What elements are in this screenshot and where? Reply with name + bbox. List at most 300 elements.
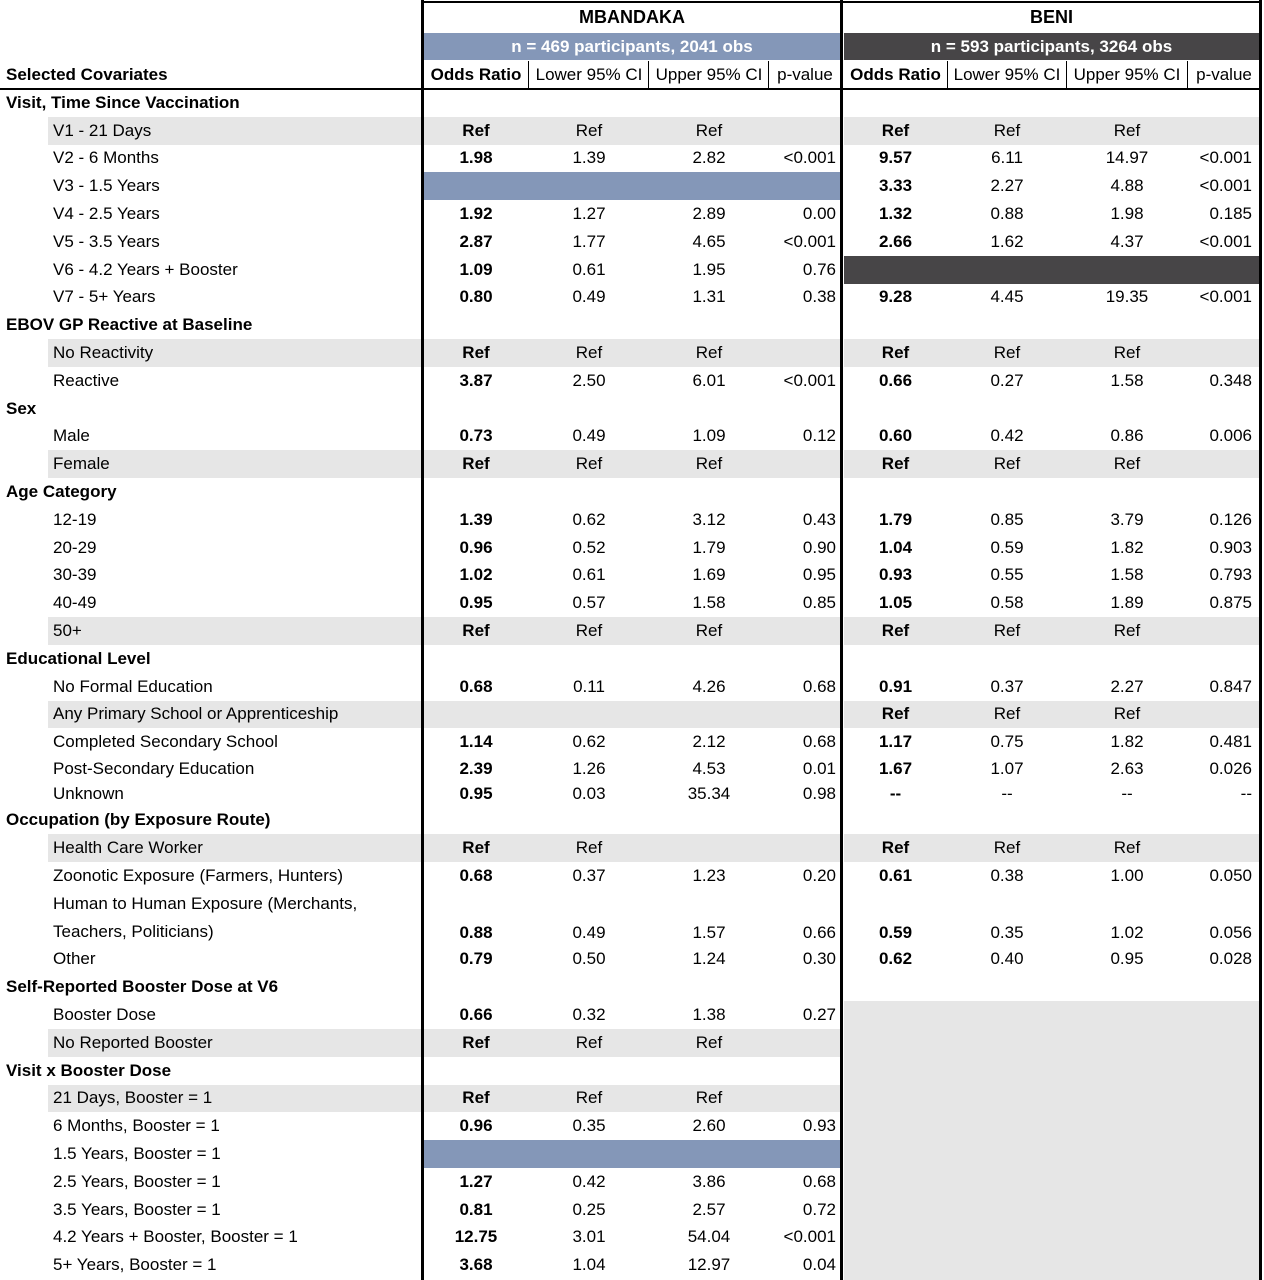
- mbandaka-upper-ci: 2.57: [692, 1199, 726, 1219]
- beni-p-value: <0.001: [1199, 176, 1252, 196]
- covariate-label: 21 Days, Booster = 1: [53, 1088, 213, 1108]
- mbandaka-lower-ci: Ref: [575, 120, 603, 140]
- covariate-label: Zoonotic Exposure (Farmers, Hunters): [53, 865, 344, 885]
- beni-upper-ci: 14.97: [1105, 148, 1149, 168]
- beni-upper-ci: Ref: [1113, 704, 1141, 724]
- beni-p-value: [1188, 339, 1252, 367]
- mbandaka-pvalue-header: p-value: [777, 64, 833, 84]
- beni-p-value: 0.847: [1209, 676, 1252, 696]
- table-row: [0, 200, 1264, 228]
- beni-p-value: 0.903: [1209, 537, 1252, 557]
- mbandaka-lower-ci: Ref: [575, 1088, 603, 1108]
- mbandaka-lower-ci: 0.42: [572, 1171, 606, 1191]
- mbandaka-lower-ci: Ref: [575, 454, 603, 474]
- mbandaka-upper-ci: Ref: [695, 343, 723, 363]
- beni-upper-ci: 1.58: [1110, 565, 1144, 585]
- table-row: [0, 1168, 1264, 1196]
- header-divider: [768, 61, 769, 88]
- mbandaka-p-value: 0.68: [802, 1171, 836, 1191]
- mbandaka-odds-ratio: 1.98: [459, 148, 493, 168]
- mbandaka-lower-ci: 0.37: [572, 865, 606, 885]
- beni-upper-ci: 1.98: [1110, 204, 1144, 224]
- mbandaka-odds-ratio: 0.68: [459, 676, 493, 696]
- covariate-label: V6 - 4.2 Years + Booster: [53, 259, 238, 279]
- mbandaka-odds-ratio: 12.75: [454, 1227, 498, 1247]
- beni-odds-ratio: 1.32: [878, 204, 913, 224]
- mbandaka-odds-ratio: 0.73: [459, 426, 493, 446]
- covariate-label: 30-39: [53, 565, 97, 585]
- mbandaka-upper-ci: 1.95: [692, 259, 726, 279]
- mbandaka-p-value: 0.04: [802, 1255, 836, 1275]
- beni-no-data-bar: [844, 256, 1259, 284]
- beni-odds-ratio: 1.04: [878, 537, 913, 557]
- beni-upper-ci: 0.86: [1110, 426, 1144, 446]
- beni-p-value: 0.793: [1209, 565, 1252, 585]
- mbandaka-lower-ci: Ref: [575, 621, 603, 641]
- mbandaka-odds-ratio: Ref: [462, 621, 490, 641]
- mbandaka-lower-ci: 0.03: [572, 783, 606, 803]
- site-title-mbandaka: MBANDAKA: [579, 6, 685, 27]
- group-label: Visit x Booster Dose: [6, 1060, 172, 1080]
- mbandaka-upper-ci: Ref: [695, 1032, 723, 1052]
- table-row: [0, 534, 1264, 562]
- beni-lower-ci: 0.42: [990, 426, 1024, 446]
- mbandaka-odds-ratio: 0.88: [459, 922, 493, 942]
- group-header-row: [0, 478, 1264, 506]
- beni-p-value: 0.050: [1209, 865, 1252, 885]
- mbandaka-upper-ci: 1.38: [692, 1005, 726, 1025]
- mbandaka-odds-ratio: Ref: [462, 1088, 490, 1108]
- covariate-label: Unknown: [53, 783, 124, 803]
- table-row: [0, 1001, 1264, 1029]
- mbandaka-p-value: 0.27: [802, 1005, 836, 1025]
- mbandaka-upper-ci: 1.23: [692, 865, 726, 885]
- covariate-label: 12-19: [53, 509, 97, 529]
- sample-size-beni: n = 593 participants, 3264 obs: [844, 33, 1259, 60]
- mbandaka-lower-ci: 0.49: [572, 287, 606, 307]
- table-row: [0, 1251, 1264, 1279]
- covariate-label: 6 Months, Booster = 1: [53, 1116, 220, 1136]
- mbandaka-p-value: 0.98: [802, 783, 836, 803]
- beni-lower-ci: 2.27: [990, 176, 1024, 196]
- mbandaka-odds-ratio: 0.66: [459, 1005, 493, 1025]
- beni-odds-ratio: 0.91: [878, 676, 913, 696]
- table-row: [0, 617, 1264, 645]
- beni-lower-ci: Ref: [993, 343, 1021, 363]
- mbandaka-p-value: 0.30: [802, 949, 836, 969]
- beni-p-value: 0.875: [1209, 593, 1252, 613]
- mbandaka-p-value: 0.00: [802, 204, 836, 224]
- table-row: [0, 834, 1264, 862]
- beni-odds-ratio: 0.60: [878, 426, 913, 446]
- table-row: [0, 1140, 1264, 1168]
- mbandaka-odds-ratio: Ref: [462, 454, 490, 474]
- header-divider: [1066, 61, 1067, 88]
- beni-odds-ratio: 1.79: [878, 509, 913, 529]
- mbandaka-odds-ratio: 0.81: [459, 1199, 493, 1219]
- beni-p-value: [1188, 117, 1252, 145]
- mbandaka-upper-ci: 3.12: [692, 509, 726, 529]
- mbandaka-odds-ratio: 2.39: [459, 758, 493, 778]
- mbandaka-lower-ci: 0.11: [573, 676, 605, 696]
- table-row: [0, 339, 1264, 367]
- mbandaka-upper-ci: 2.60: [692, 1116, 726, 1136]
- table-row: [0, 172, 1264, 200]
- beni-odds-ratio: Ref: [881, 343, 910, 363]
- mbandaka-p-value: 0.38: [802, 287, 836, 307]
- group-label: Age Category: [6, 482, 117, 502]
- mbandaka-upper-ci: 2.82: [692, 148, 726, 168]
- top-rule: [422, 1, 1261, 3]
- left-divider: [421, 0, 424, 1280]
- sample-size-mbandaka: n = 469 participants, 2041 obs: [424, 33, 840, 60]
- mbandaka-p-value: 0.95: [802, 565, 836, 585]
- mbandaka-lower-ci: 3.01: [572, 1227, 606, 1247]
- mbandaka-odds-ratio: Ref: [462, 120, 490, 140]
- covariate-label: 4.2 Years + Booster, Booster = 1: [53, 1227, 298, 1247]
- mbandaka-upper-ci: 1.58: [692, 593, 726, 613]
- mbandaka-upper-ci: 1.79: [692, 537, 726, 557]
- mbandaka-p-value: [770, 701, 836, 729]
- mbandaka-odds-ratio: Ref: [462, 343, 490, 363]
- covariate-label-line: Human to Human Exposure (Merchants,: [53, 893, 358, 913]
- site-title-beni: BENI: [1029, 6, 1073, 27]
- group-label: Educational Level: [6, 648, 151, 668]
- group-header-row: [0, 1057, 1264, 1085]
- covariate-label: 20-29: [53, 537, 97, 557]
- mbandaka-upper-ci: 35.34: [687, 783, 731, 803]
- mbandaka-upper-ci: 1.24: [692, 949, 726, 969]
- mbandaka-odds-ratio: 1.92: [459, 204, 493, 224]
- mbandaka-odds-ratio: 2.87: [459, 231, 493, 251]
- beni-p-value: --: [1240, 783, 1252, 803]
- beni-odds-ratio: 1.05: [878, 593, 913, 613]
- beni-odds-ratio: 1.67: [878, 758, 913, 778]
- mbandaka-upper-ci: 4.53: [692, 758, 726, 778]
- covariate-label: No Reactivity: [53, 343, 154, 363]
- beni-upper-ci: 19.35: [1105, 287, 1149, 307]
- mbandaka-odds-ratio: 1.02: [459, 565, 493, 585]
- mbandaka-odds-ratio: 0.68: [459, 865, 493, 885]
- beni-upper-ci: 1.82: [1110, 537, 1144, 557]
- covariate-label: 2.5 Years, Booster = 1: [53, 1171, 221, 1191]
- mbandaka-odds-ratio: Ref: [462, 1032, 490, 1052]
- group-header-row: [0, 395, 1264, 423]
- table-row: [0, 562, 1264, 590]
- mbandaka-lower-ci: 0.61: [572, 259, 606, 279]
- beni-p-value: 0.006: [1209, 426, 1252, 446]
- beni-odds-ratio: 1.17: [878, 732, 913, 752]
- beni-upper-ci: Ref: [1113, 120, 1141, 140]
- mbandaka-lower-ci: 0.49: [572, 922, 606, 942]
- mbandaka-upper-ci: Ref: [695, 621, 723, 641]
- mbandaka-p-value: [770, 1029, 836, 1057]
- mbandaka-lower-ci: 0.62: [572, 732, 606, 752]
- beni-upper-ci: 0.95: [1110, 949, 1144, 969]
- mbandaka-upper-ci: 3.86: [692, 1171, 726, 1191]
- beni-p-value: 0.028: [1209, 949, 1252, 969]
- beni-lower-ci: --: [1001, 783, 1013, 803]
- beni-odds-ratio: Ref: [881, 454, 910, 474]
- beni-odds-ratio: 2.66: [878, 231, 913, 251]
- table-row: [0, 1196, 1264, 1224]
- mbandaka-upper-ci: 4.65: [692, 231, 726, 251]
- header-divider: [528, 61, 529, 88]
- mbandaka-p-value: 0.12: [802, 426, 836, 446]
- beni-upper-ci: --: [1121, 783, 1133, 803]
- beni-lower-ci: 4.45: [990, 287, 1024, 307]
- beni-upper-ci: 1.89: [1110, 593, 1144, 613]
- beni-lower-ci-header: Lower 95% CI: [953, 64, 1061, 84]
- beni-lower-ci: 0.75: [990, 732, 1024, 752]
- beni-upper-ci: 1.82: [1110, 732, 1144, 752]
- beni-lower-ci: 1.62: [990, 231, 1024, 251]
- beni-odds-ratio: 9.28: [878, 287, 913, 307]
- beni-lower-ci: 0.58: [990, 593, 1024, 613]
- right-divider: [1259, 0, 1262, 1280]
- middle-divider: [840, 0, 843, 1280]
- beni-p-value: <0.001: [1199, 148, 1252, 168]
- mbandaka-upper-ci: 1.57: [692, 922, 726, 942]
- table-row: [0, 256, 1264, 284]
- covariate-label: Female: [53, 454, 110, 474]
- table-row: [0, 367, 1264, 395]
- beni-upper-ci: 1.00: [1110, 865, 1144, 885]
- mbandaka-lower-ci: 0.49: [572, 426, 606, 446]
- covariate-label: 50+: [53, 621, 82, 641]
- beni-lower-ci: 0.40: [990, 949, 1024, 969]
- group-header-row: [0, 311, 1264, 339]
- mbandaka-p-value: 0.85: [802, 593, 836, 613]
- beni-upper-ci: Ref: [1113, 454, 1141, 474]
- covariate-label: 1.5 Years, Booster = 1: [53, 1144, 221, 1164]
- beni-p-value: 0.185: [1209, 204, 1252, 224]
- header-divider: [1187, 61, 1188, 88]
- covariate-label: V4 - 2.5 Years: [53, 204, 160, 224]
- table-row: [0, 1224, 1264, 1252]
- mbandaka-p-value: [770, 834, 836, 862]
- beni-p-value: [1188, 701, 1252, 729]
- beni-odds-ratio: --: [889, 783, 902, 803]
- mbandaka-odds-ratio: 3.68: [459, 1255, 493, 1275]
- covariate-label: Male: [53, 426, 90, 446]
- group-label: Self-Reported Booster Dose at V6: [6, 977, 279, 997]
- table-row: [0, 862, 1264, 890]
- header-divider: [947, 61, 948, 88]
- mbandaka-upper-ci: 2.89: [692, 204, 726, 224]
- mbandaka-upper-ci: Ref: [695, 120, 723, 140]
- mbandaka-odds-ratio: 1.27: [459, 1171, 493, 1191]
- beni-upper-ci-header: Upper 95% CI: [1073, 64, 1181, 84]
- beni-odds-ratio: 0.66: [878, 370, 913, 390]
- mbandaka-lower-ci: 0.57: [572, 593, 606, 613]
- mbandaka-lower-ci: 0.25: [572, 1199, 606, 1219]
- table-row: [0, 946, 1264, 974]
- mbandaka-lower-ci-header: Lower 95% CI: [535, 64, 643, 84]
- mbandaka-odds-ratio: Ref: [462, 837, 490, 857]
- table-row: [0, 117, 1264, 145]
- mbandaka-p-value: [770, 339, 836, 367]
- table-row: [0, 728, 1264, 756]
- mbandaka-odds-ratio: 0.96: [459, 1116, 493, 1136]
- covariate-label: 40-49: [53, 593, 97, 613]
- mbandaka-odds-ratio: [424, 701, 528, 729]
- mbandaka-odds-ratio: 0.79: [459, 949, 493, 969]
- covariate-label: V5 - 3.5 Years: [53, 231, 160, 251]
- mbandaka-p-value: 0.90: [802, 537, 836, 557]
- mbandaka-lower-ci: 0.50: [572, 949, 606, 969]
- mbandaka-p-value: 0.76: [802, 259, 836, 279]
- beni-lower-ci: 0.85: [990, 509, 1024, 529]
- mbandaka-lower-ci: 0.32: [572, 1005, 606, 1025]
- table-row: [0, 228, 1264, 256]
- table-row: [0, 423, 1264, 451]
- beni-lower-ci: Ref: [993, 621, 1021, 641]
- covariate-label: V1 - 21 Days: [53, 120, 152, 140]
- group-header-row: [0, 645, 1264, 673]
- mbandaka-p-value: <0.001: [783, 148, 836, 168]
- beni-p-value: 0.056: [1209, 922, 1252, 942]
- table-row: [0, 589, 1264, 617]
- mbandaka-upper-ci-header: Upper 95% CI: [655, 64, 763, 84]
- beni-upper-ci: 4.88: [1110, 176, 1144, 196]
- mbandaka-odds-ratio: 1.14: [459, 732, 493, 752]
- mbandaka-upper-ci: Ref: [695, 1088, 723, 1108]
- beni-lower-ci: 0.55: [990, 565, 1024, 585]
- beni-upper-ci: Ref: [1113, 621, 1141, 641]
- mbandaka-no-data-bar: [424, 1140, 840, 1168]
- beni-p-value: 0.348: [1209, 370, 1252, 390]
- beni-p-value: 0.481: [1209, 732, 1252, 752]
- covariate-label: No Reported Booster: [53, 1032, 213, 1052]
- mbandaka-odds-ratio: 0.95: [459, 783, 493, 803]
- mbandaka-upper-ci: 1.69: [692, 565, 726, 585]
- mbandaka-p-value: [770, 1085, 836, 1113]
- covariate-label: Post-Secondary Education: [53, 758, 255, 778]
- group-header-row: [0, 973, 1264, 1001]
- mbandaka-lower-ci: Ref: [575, 343, 603, 363]
- covariate-label: [0, 890, 422, 946]
- table-row: [0, 756, 1264, 781]
- mbandaka-p-value: 0.93: [802, 1116, 836, 1136]
- mbandaka-p-value: [770, 450, 836, 478]
- covariate-label: Completed Secondary School: [53, 732, 278, 752]
- mbandaka-upper-ci: 1.09: [692, 426, 726, 446]
- group-label: EBOV GP Reactive at Baseline: [6, 315, 253, 335]
- mbandaka-lower-ci: 2.50: [572, 370, 606, 390]
- beni-upper-ci: 3.79: [1110, 509, 1144, 529]
- beni-p-value: 0.126: [1209, 509, 1252, 529]
- mbandaka-p-value: [770, 617, 836, 645]
- mbandaka-odds-ratio: 1.39: [459, 509, 493, 529]
- beni-p-value: [1188, 617, 1252, 645]
- beni-lower-ci: Ref: [993, 837, 1021, 857]
- group-header-row: [0, 806, 1264, 834]
- mbandaka-p-value: <0.001: [783, 370, 836, 390]
- beni-upper-ci: 2.27: [1110, 676, 1144, 696]
- table-row: [0, 450, 1264, 478]
- mbandaka-upper-ci: 54.04: [687, 1227, 731, 1247]
- beni-lower-ci: 0.35: [990, 922, 1024, 942]
- mbandaka-upper-ci: 2.12: [692, 732, 726, 752]
- covariate-label: V3 - 1.5 Years: [53, 176, 160, 196]
- mbandaka-p-value: 0.72: [802, 1199, 836, 1219]
- mbandaka-lower-ci: 1.04: [572, 1255, 606, 1275]
- mbandaka-odds-ratio: 0.80: [459, 287, 493, 307]
- beni-odds-ratio: 0.59: [878, 922, 913, 942]
- mbandaka-lower-ci: 0.52: [572, 537, 606, 557]
- covariate-label: Reactive: [53, 370, 120, 390]
- mbandaka-lower-ci: 1.27: [572, 204, 606, 224]
- beni-lower-ci: 0.37: [990, 676, 1024, 696]
- mbandaka-lower-ci: Ref: [575, 837, 603, 857]
- beni-upper-ci: 4.37: [1110, 231, 1144, 251]
- header-divider: [648, 61, 649, 88]
- beni-upper-ci: Ref: [1113, 837, 1141, 857]
- table-row: [0, 701, 1264, 729]
- table-row: [0, 890, 1264, 946]
- mbandaka-upper-ci: 1.31: [692, 287, 726, 307]
- beni-odds-ratio: 0.61: [878, 865, 913, 885]
- covariate-label: 3.5 Years, Booster = 1: [53, 1199, 221, 1219]
- mbandaka-lower-ci: 1.26: [572, 758, 606, 778]
- mbandaka-p-value: <0.001: [783, 231, 836, 251]
- mbandaka-lower-ci: 1.77: [572, 231, 606, 251]
- mbandaka-upper-ci: [649, 701, 769, 729]
- mbandaka-odds-ratio: 3.87: [459, 370, 493, 390]
- beni-upper-ci: Ref: [1113, 343, 1141, 363]
- beni-lower-ci: 0.59: [990, 537, 1024, 557]
- beni-lower-ci: Ref: [993, 120, 1021, 140]
- mbandaka-odds-ratio: 1.09: [459, 259, 493, 279]
- table-row: [0, 506, 1264, 534]
- beni-odds-ratio-header: Odds Ratio: [850, 64, 941, 84]
- mbandaka-p-value: 0.68: [802, 676, 836, 696]
- table-row: [0, 781, 1264, 806]
- table-row: [0, 1085, 1264, 1113]
- beni-upper-ci: 1.58: [1110, 370, 1144, 390]
- group-label: Sex: [6, 398, 37, 418]
- mbandaka-lower-ci: [530, 701, 648, 729]
- table-row: [0, 284, 1264, 312]
- table-row: [0, 145, 1264, 173]
- beni-lower-ci: 0.38: [990, 865, 1024, 885]
- covariate-label: V7 - 5+ Years: [53, 287, 156, 307]
- mbandaka-upper-ci: 12.97: [687, 1255, 731, 1275]
- beni-odds-ratio: 0.93: [878, 565, 913, 585]
- mbandaka-p-value: 0.20: [802, 865, 836, 885]
- mbandaka-lower-ci: 1.39: [572, 148, 606, 168]
- mbandaka-p-value: <0.001: [783, 1227, 836, 1247]
- beni-lower-ci: 0.88: [990, 204, 1024, 224]
- mbandaka-no-data-bar: [424, 172, 840, 200]
- group-label: Visit, Time Since Vaccination: [6, 92, 240, 112]
- mbandaka-p-value: 0.68: [802, 732, 836, 752]
- beni-p-value: 0.026: [1209, 758, 1252, 778]
- beni-pvalue-header: p-value: [1196, 64, 1252, 84]
- table-row: [0, 1112, 1264, 1140]
- mbandaka-p-value: [770, 117, 836, 145]
- mbandaka-p-value: 0.66: [802, 922, 836, 942]
- beni-p-value: <0.001: [1199, 231, 1252, 251]
- beni-odds-ratio: Ref: [881, 120, 910, 140]
- covariate-label-line: Teachers, Politicians): [53, 921, 214, 941]
- mbandaka-upper-ci: 4.26: [692, 676, 726, 696]
- beni-odds-ratio: Ref: [881, 621, 910, 641]
- mbandaka-lower-ci: 0.35: [572, 1116, 606, 1136]
- beni-p-value: <0.001: [1199, 287, 1252, 307]
- mbandaka-lower-ci: 0.62: [572, 509, 606, 529]
